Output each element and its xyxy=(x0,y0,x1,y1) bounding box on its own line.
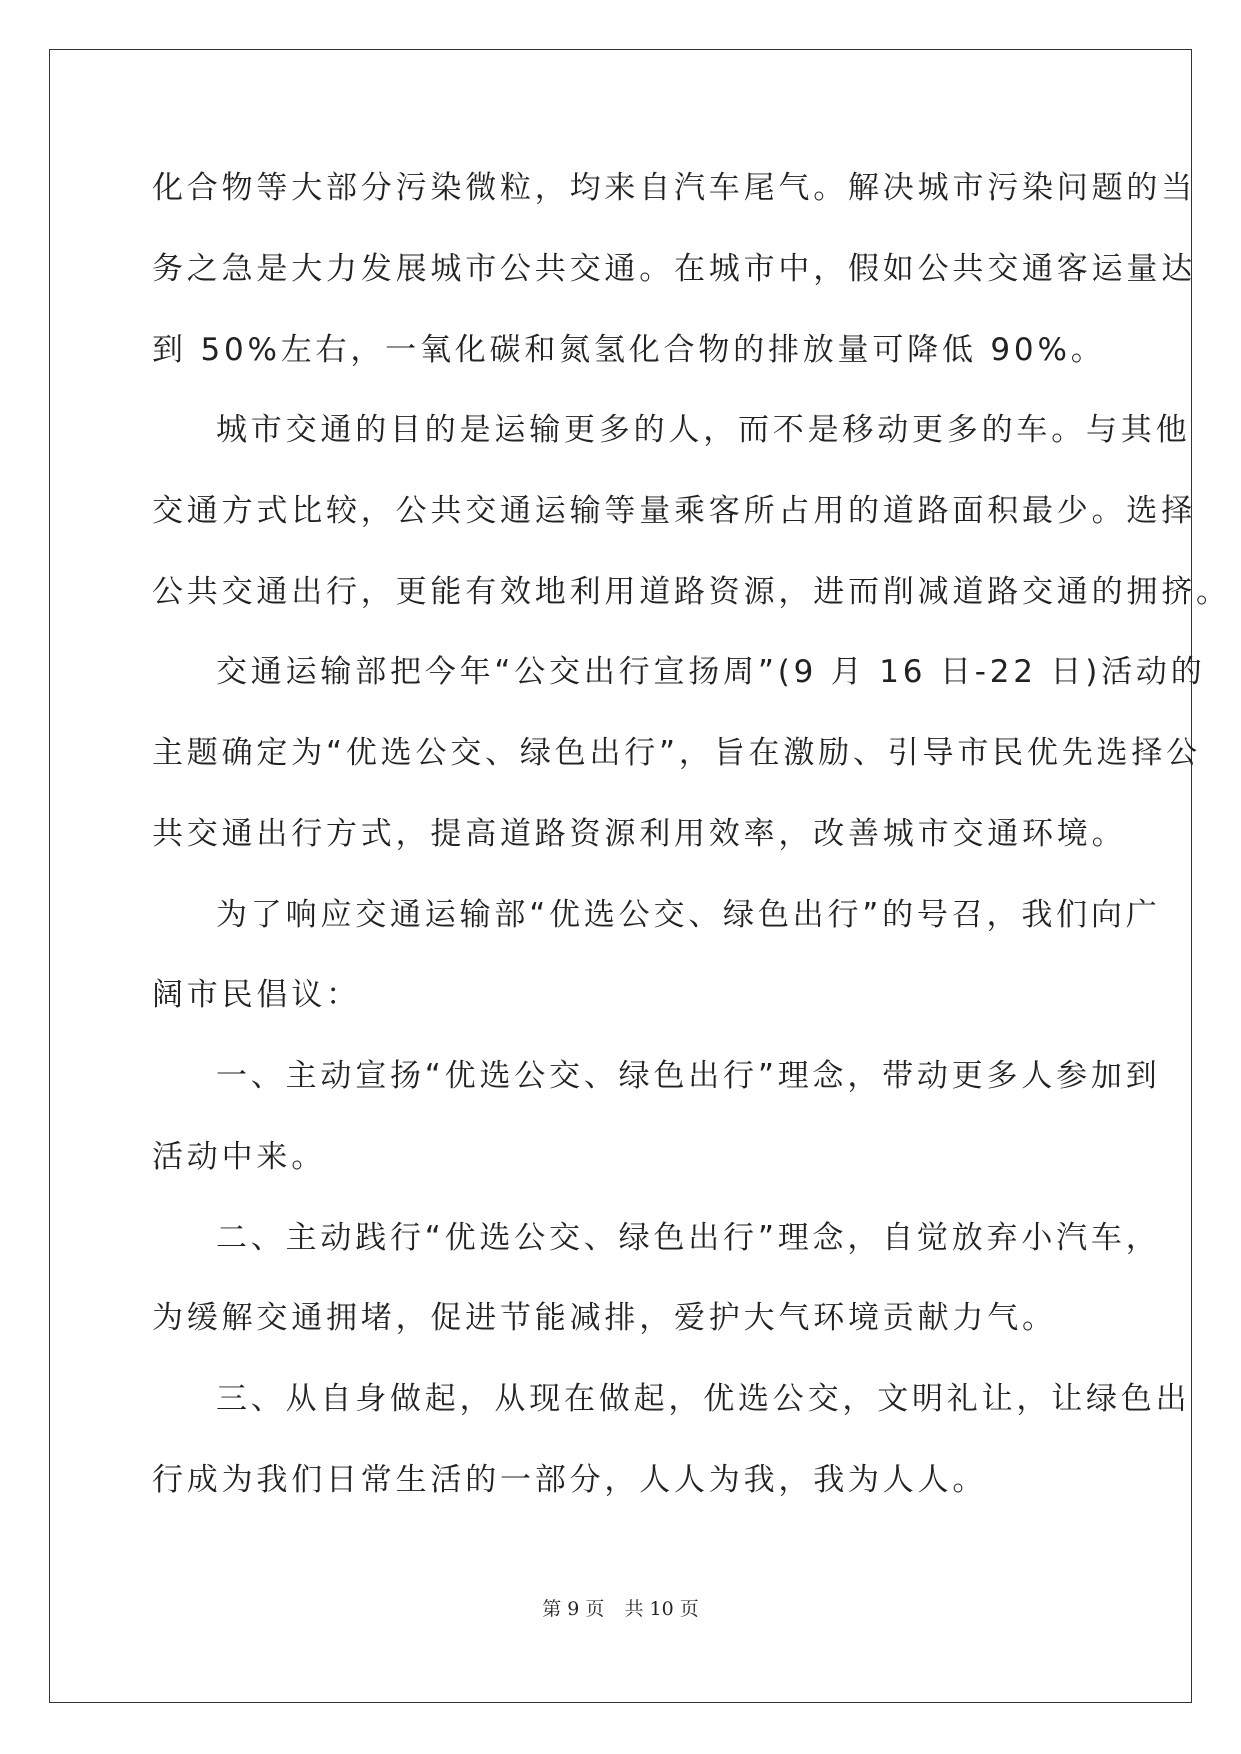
body-text-line: 务之急是大力发展城市公共交通。在城市中，假如公共交通客运量达 xyxy=(152,251,1196,287)
paragraph-first-line: 为了响应交通运输部“优选公交、绿色出行”的号召，我们向广 xyxy=(216,897,1161,933)
list-item-first-line: 一、主动宣扬“优选公交、绿色出行”理念，带动更多人参加到 xyxy=(216,1058,1161,1094)
page-number-total: 共 10 页 xyxy=(624,1598,699,1620)
paragraph-first-line: 交通运输部把今年“公交出行宣扬周”(9 月 16 日-22 日)活动的 xyxy=(216,654,1206,690)
body-text-line: 公共交通出行，更能有效地利用道路资源，进而削减道路交通的拥挤。 xyxy=(152,574,1231,610)
body-text-line: 化合物等大部分污染微粒，均来自汽车尾气。解决城市污染问题的当 xyxy=(152,170,1196,206)
paragraph-first-line: 城市交通的目的是运输更多的人，而不是移动更多的车。与其他 xyxy=(216,412,1191,448)
page-footer xyxy=(0,1594,1241,1621)
body-text-line: 主题确定为“优选公交、绿色出行”，旨在激励、引导市民优先选择公 xyxy=(152,735,1201,771)
body-text-line: 到 50%左右，一氧化碳和氮氢化合物的排放量可降低 90%。 xyxy=(152,332,1106,368)
body-text-line: 交通方式比较，公共交通运输等量乘客所占用的道路面积最少。选择 xyxy=(152,493,1196,529)
page-number-current: 第 9 页 xyxy=(542,1598,605,1620)
list-item-first-line: 三、从自身做起，从现在做起，优选公交，文明礼让，让绿色出 xyxy=(216,1381,1191,1417)
body-text-line: 为缓解交通拥堵，促进节能减排，爱护大气环境贡献力气。 xyxy=(152,1300,1057,1336)
body-text-line: 行成为我们日常生活的一部分，人人为我，我为人人。 xyxy=(152,1462,988,1498)
body-text-line: 阔市民倡议： xyxy=(152,977,361,1013)
body-text-line: 共交通出行方式，提高道路资源利用效率，改善城市交通环境。 xyxy=(152,816,1127,852)
list-item-first-line: 二、主动践行“优选公交、绿色出行”理念，自觉放弃小汽车， xyxy=(216,1220,1161,1256)
page-border xyxy=(49,49,1192,1703)
body-text-line: 活动中来。 xyxy=(152,1139,326,1175)
